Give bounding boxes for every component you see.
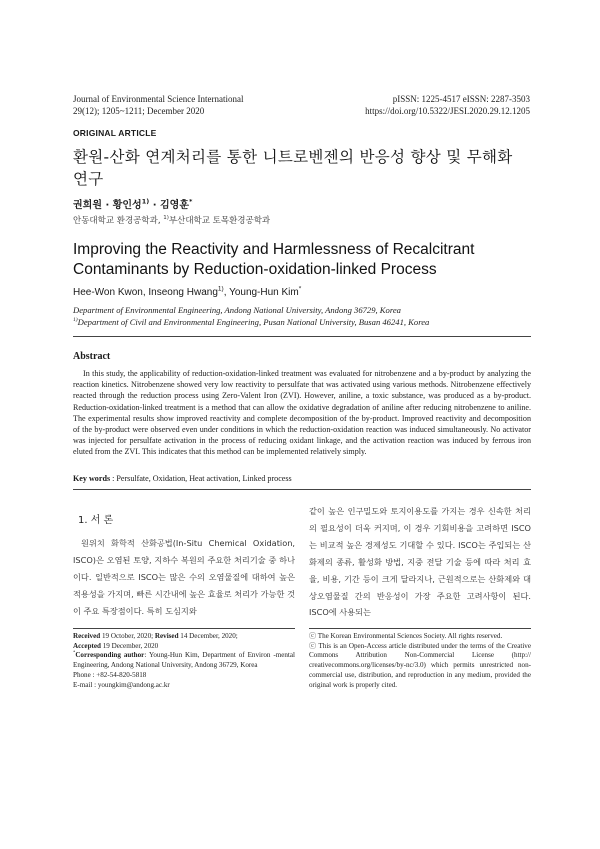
copyright-notice: ⓒ The Korean Environmental Sciences Society. All rights reserved.: [309, 632, 503, 640]
received-date: 19 October, 2020;: [100, 632, 155, 640]
received-label: Received: [73, 632, 101, 640]
journal-issue: 29(12); 1205~1211; December 2020: [73, 106, 205, 116]
intro-column-2: 같이 높은 인구밀도와 토지이용도를 가지는 경우 신속한 처리의 필요성이 더욱 커지며, 이 경우 기회비용을 고려하면 ISCO는 비교적 높은 경제성도 기대할 수 있다. ISCO는 주입되는 산화제의 종류, 활성화 방법, 지중 전달 기술 등에 따라 처리 효율, 비용, 기간 등이 크게 달라지나, 근원적으로는 산화제와 대상오염물질 간의 반응성이 가장 주요한 고려사항이 된다. ISCO에 사용되는: [309, 506, 531, 618]
divider-abstract: [73, 489, 531, 490]
issn: pISSN: 1225-4517 eISSN: 2287-3503: [392, 94, 530, 104]
accepted-date: 19 December, 2020: [100, 641, 159, 650]
email[interactable]: E-mail : youngkim@andong.ac.kr: [73, 680, 170, 689]
revised-label: Revised: [154, 632, 179, 640]
english-authors: [73, 287, 301, 298]
english-affil-2: Department of Civil and Environmental Engineering, Pusan National University, Busan 46241, Korea: [77, 317, 430, 327]
abstract-heading: Abstract: [73, 351, 111, 362]
korean-affil-1: 안동대학교 환경공학과,: [73, 216, 164, 226]
accepted-line: [73, 642, 295, 652]
footnote-divider-right: [309, 628, 531, 629]
intro-column-1: 원위치 화학적 산화공법(In-Situ Chemical Oxidation, ISCO)은 오염된 토양, 지하수 복원의 주요한 처리기술 중 하나이다. 일반적으로 ISCO는 많은 수의 오염물질에 대하여 높은 적용성을 가지며, 빠른 시간내에 높은 효율로 처리가 가능한 것이 주요 특장점이다. 특히 도심지와: [73, 538, 295, 616]
korean-authors: [73, 196, 192, 211]
journal-header-right: [280, 93, 530, 117]
received-line: [73, 632, 295, 642]
english-affiliations: [73, 304, 533, 328]
korean-author-sup-2: *: [188, 197, 193, 206]
english-author-sup-1: 1): [217, 285, 224, 293]
revised-date: 14 December, 2020;: [178, 632, 238, 640]
cc-license-text: ⓒ This is an Open-Access article distributed under the terms of the Creative Commons Attribution Non-Commercial License (http:// creativecommons.org/licenses/by-nc/3.0) which permits unrestricted non-commercial use, distribution, and reproduction in any medium, provided the original work is properly cited.: [309, 641, 531, 689]
english-author-names-1: Hee-Won Kwon, Inseong Hwang: [73, 287, 218, 298]
keywords: [73, 474, 292, 483]
phone: Phone : +82-54-820-5818: [73, 670, 147, 679]
article-type: ORIGINAL ARTICLE: [73, 128, 157, 138]
keywords-list: : Persulfate, Oxidation, Heat activation, Linked process: [110, 474, 292, 483]
doi-link[interactable]: https://doi.org/10.5322/JESI.2020.29.12.1205: [365, 106, 530, 116]
article-history-footnote: [73, 632, 295, 690]
keywords-label: Key words: [73, 474, 111, 483]
corresponding-label: Corresponding author: [75, 651, 145, 660]
corresponding-text: : Young-Hun Kim, Department of Environ -mental Engineering, Andong National University, Andong 36729, Korea: [73, 651, 295, 670]
korean-affil-2: 부산대학교 토목환경공학과: [168, 216, 271, 226]
section-heading-introduction: 1. 서 론: [78, 515, 114, 526]
license-block: [309, 632, 531, 690]
english-affil-sup-2: 1): [73, 317, 78, 324]
korean-affil-sup-2: 1): [163, 215, 169, 222]
abstract-text: In this study, the applicability of reduction-oxidation-linked treatment was evaluated for nitrobenzene and a by-product by analyzing the reaction kinetics. Nitrobenzene showed very low reactivity to persulfate that was activated using various methods. Nitrobenzene effectively reacted through the reduction process using Zero-Valent Iron (ZVI). However, aniline, a toxic substance, was produced as a by-product. Reduction-oxidation-linked treatment is a method that can allow the oxidative degradation of aniline after reducing nitrobenzene to aniline. The experimental results show improved reactivity and complete decomposition of the by-product. Improved reactivity and decomposition of the by-product were observed even under conditions in which the reduction-oxidation reaction was induced simultaneously. No activator was injected for persulfate activation in the process of reducing oxidant linkage, and the activation reaction was induced by ferrous iron eluted from the ZVI. This indicates that this method can be implemented relatively simply.: [73, 369, 531, 457]
korean-title: 환원-산화 연계처리를 통한 니트로벤젠의 반응성 향상 및 무해화 연구: [73, 148, 513, 188]
english-author-sup-2: *: [298, 285, 302, 293]
korean-author-sup-1: 1): [141, 197, 150, 206]
english-title: Improving the Reactivity and Harmlessness of Recalcitrant Contaminants by Reduction-oxidation-linked Process: [73, 241, 475, 278]
korean-author-names-1: 권희원 · 황인성: [73, 200, 142, 211]
english-affil-2-line: [73, 316, 533, 328]
footnote-divider-left: [73, 628, 295, 629]
divider-top: [73, 336, 531, 337]
corresponding-mark: *: [73, 650, 76, 656]
accepted-label: Accepted: [73, 641, 101, 650]
korean-author-names-2: · 김영훈: [149, 200, 189, 211]
journal-name: Journal of Environmental Science International: [73, 94, 244, 104]
english-author-names-2: , Young-Hun Kim: [223, 287, 299, 298]
corresponding-author: [73, 651, 295, 670]
korean-affiliations: [73, 214, 270, 226]
english-affil-1: Department of Environmental Engineering, Andong National University, Andong 36729, Korea: [73, 305, 401, 315]
